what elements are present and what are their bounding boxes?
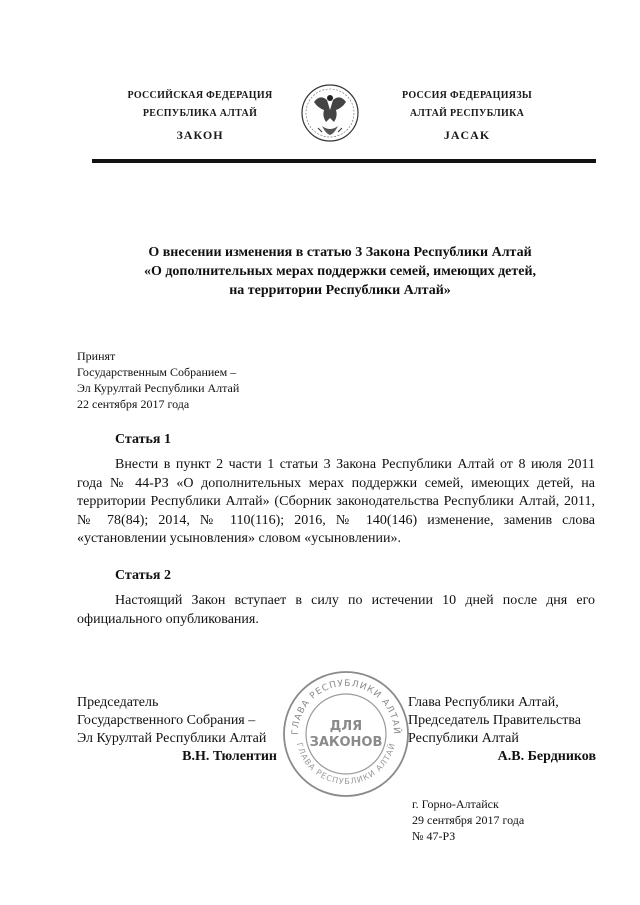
signature-right-line3: Республики Алтай <box>408 731 519 746</box>
article2-heading: Статья 2 <box>115 568 171 583</box>
header-left-line2: РЕСПУБЛИКА АЛТАЙ <box>142 108 258 119</box>
stamp-center-top: ДЛЯ <box>329 719 363 734</box>
official-stamp <box>280 668 412 800</box>
coat-of-arms-icon <box>300 80 360 146</box>
stamp-center-bottom: ЗАКОНОВ <box>309 735 383 750</box>
stamp-ring-top: ГЛАВА РЕСПУБЛИКИ АЛТАЙ <box>290 678 402 736</box>
article1-text: Внести в пункт 2 части 1 статьи 3 Закона Республики Алтай от 8 июля 2011 года № 44-РЗ «О дополнительных мерах поддержки семей, имеющих детей, на территории Республики Алтай» (Сборник законодательства Республики Алтай, 2011, № 78(84); 2014, № 110(116); 2016, № 140(146) изменение, заменив слова «установлении усыновления» словом «усыновлении». <box>77 457 595 546</box>
article1-heading: Статья 1 <box>115 432 171 447</box>
signature-right-line1: Глава Республики Алтай, <box>408 695 559 710</box>
document-title <box>70 243 610 300</box>
stamp-ring-bottom: ГЛАВА РЕСПУБЛИКИ АЛТАЙ <box>294 741 398 787</box>
adoption-line1: Принят <box>77 349 116 363</box>
signature-right <box>408 694 596 766</box>
header-left-law: ЗАКОН <box>176 128 224 142</box>
article2-text: Настоящий Закон вступает в силу по истечении 10 дней после дня его официального опубликования. <box>77 593 595 627</box>
title-line2: «О дополнительных мерах поддержки семей, имеющих детей, <box>143 264 537 279</box>
header-divider <box>92 159 596 163</box>
footer-block <box>412 796 524 844</box>
header-right-line1: РОССИЯ ФЕДЕРАЦИЯЗЫ <box>401 90 533 101</box>
adoption-line3: Эл Курултай Республики Алтай <box>77 381 240 395</box>
signature-right-line2: Председатель Правительства <box>408 713 581 728</box>
title-line3: на территории Республики Алтай» <box>229 283 451 298</box>
header-right-line2: АЛТАЙ РЕСПУБЛИКА <box>409 108 525 119</box>
header-left-line1: РОССИЙСКАЯ ФЕДЕРАЦИЯ <box>127 90 273 101</box>
signature-left-name: В.Н. Тюлентин <box>182 749 277 764</box>
signature-left-line1: Председатель <box>77 695 159 710</box>
title-line1: О внесении изменения в статью 3 Закона Республики Алтай <box>148 245 532 260</box>
signature-right-name: А.В. Бердников <box>497 749 596 764</box>
signature-left-line3: Эл Курултай Республики Алтай <box>77 731 267 746</box>
adoption-line2: Государственным Собранием – <box>77 365 237 379</box>
signature-left <box>77 694 277 766</box>
footer-city: г. Горно-Алтайск <box>412 797 499 811</box>
adoption-block <box>77 348 239 412</box>
signature-left-line2: Государственного Собрания – <box>77 713 256 728</box>
header-right-law: JACAK <box>443 128 491 142</box>
footer-number: № 47-РЗ <box>412 829 456 843</box>
adoption-date: 22 сентября 2017 года <box>77 397 190 411</box>
footer-date: 29 сентября 2017 года <box>412 813 525 827</box>
